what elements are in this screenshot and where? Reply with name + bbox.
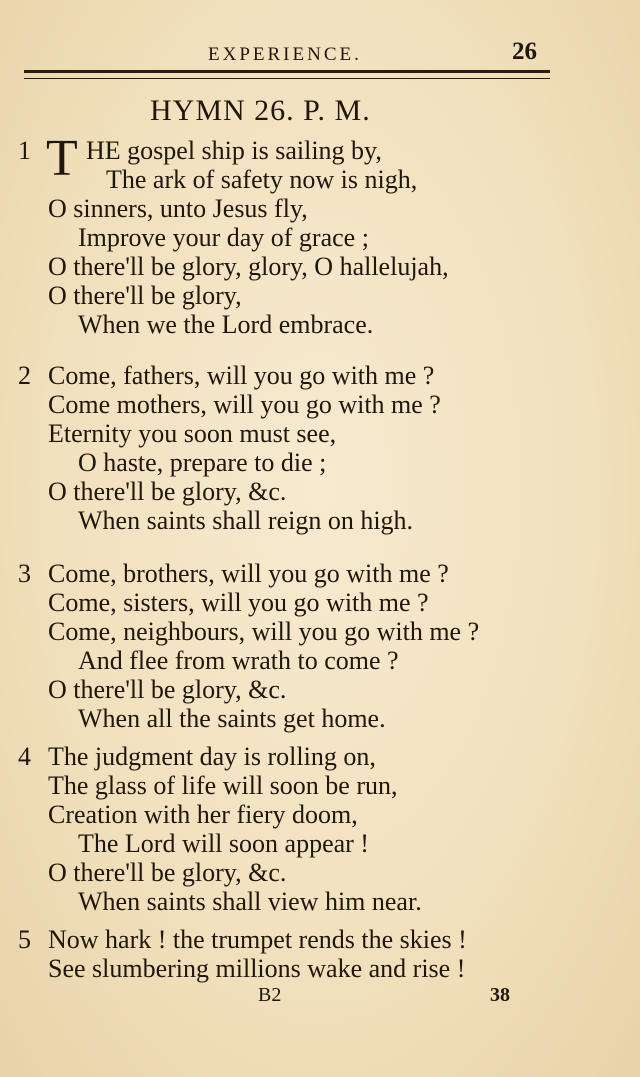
verse-line: Come, sisters, will you go with me ? — [48, 588, 429, 617]
verse-line: Improve your day of grace ; — [78, 223, 369, 252]
verse-line: Come, fathers, will you go with me ? — [48, 361, 435, 390]
page-number: 26 — [512, 38, 537, 65]
drop-cap: T — [46, 130, 78, 187]
verse-line: The Lord will soon appear ! — [78, 829, 369, 858]
stanza-number: 3 — [18, 559, 31, 588]
verse-line: Come, neighbours, will you go with me ? — [48, 617, 480, 646]
verse-line: O there'll be glory, &c. — [48, 477, 287, 506]
verse-line: O sinners, unto Jesus fly, — [48, 194, 308, 223]
verse-line: HE gospel ship is sailing by, — [86, 136, 382, 165]
verse-line: Creation with her fiery doom, — [48, 800, 358, 829]
running-header-section: EXPERIENCE. — [208, 44, 362, 65]
verse-line: See slumbering millions wake and rise ! — [48, 954, 466, 983]
verse-line: O there'll be glory, &c. — [48, 858, 287, 887]
verse-line: When all the saints get home. — [78, 704, 386, 733]
stanza-number: 1 — [18, 136, 31, 165]
verse-line: O there'll be glory, — [48, 281, 242, 310]
verse-line: Come mothers, will you go with me ? — [48, 390, 441, 419]
verse-line: O there'll be glory, glory, O hallelujah, — [48, 252, 449, 281]
signature-mark: B2 — [258, 984, 282, 1006]
verse-line: The glass of life will soon be run, — [48, 771, 398, 800]
verse-line: Now hark ! the trumpet rends the skies ! — [48, 925, 467, 954]
verse-line: When saints shall reign on high. — [78, 506, 414, 535]
verse-line: When we the Lord embrace. — [78, 310, 374, 339]
verse-line: The judgment day is rolling on, — [48, 742, 376, 771]
footer-number: 38 — [490, 984, 510, 1006]
stanza-number: 4 — [18, 742, 31, 771]
verse-line: O there'll be glory, &c. — [48, 675, 287, 704]
verse-line: Eternity you soon must see, — [48, 419, 337, 448]
stanza-number: 5 — [18, 925, 31, 954]
verse-line: Come, brothers, will you go with me ? — [48, 559, 449, 588]
verse-line: And flee from wrath to come ? — [78, 646, 399, 675]
header-rule-thick — [24, 70, 550, 73]
stanza-number: 2 — [18, 361, 31, 390]
header-rule-thin — [24, 78, 550, 79]
verse-line: The ark of safety now is nigh, — [106, 165, 418, 194]
verse-line: O haste, prepare to die ; — [78, 448, 327, 477]
hymn-title: HYMN 26. P. M. — [150, 94, 371, 127]
verse-line: When saints shall view him near. — [78, 887, 422, 916]
